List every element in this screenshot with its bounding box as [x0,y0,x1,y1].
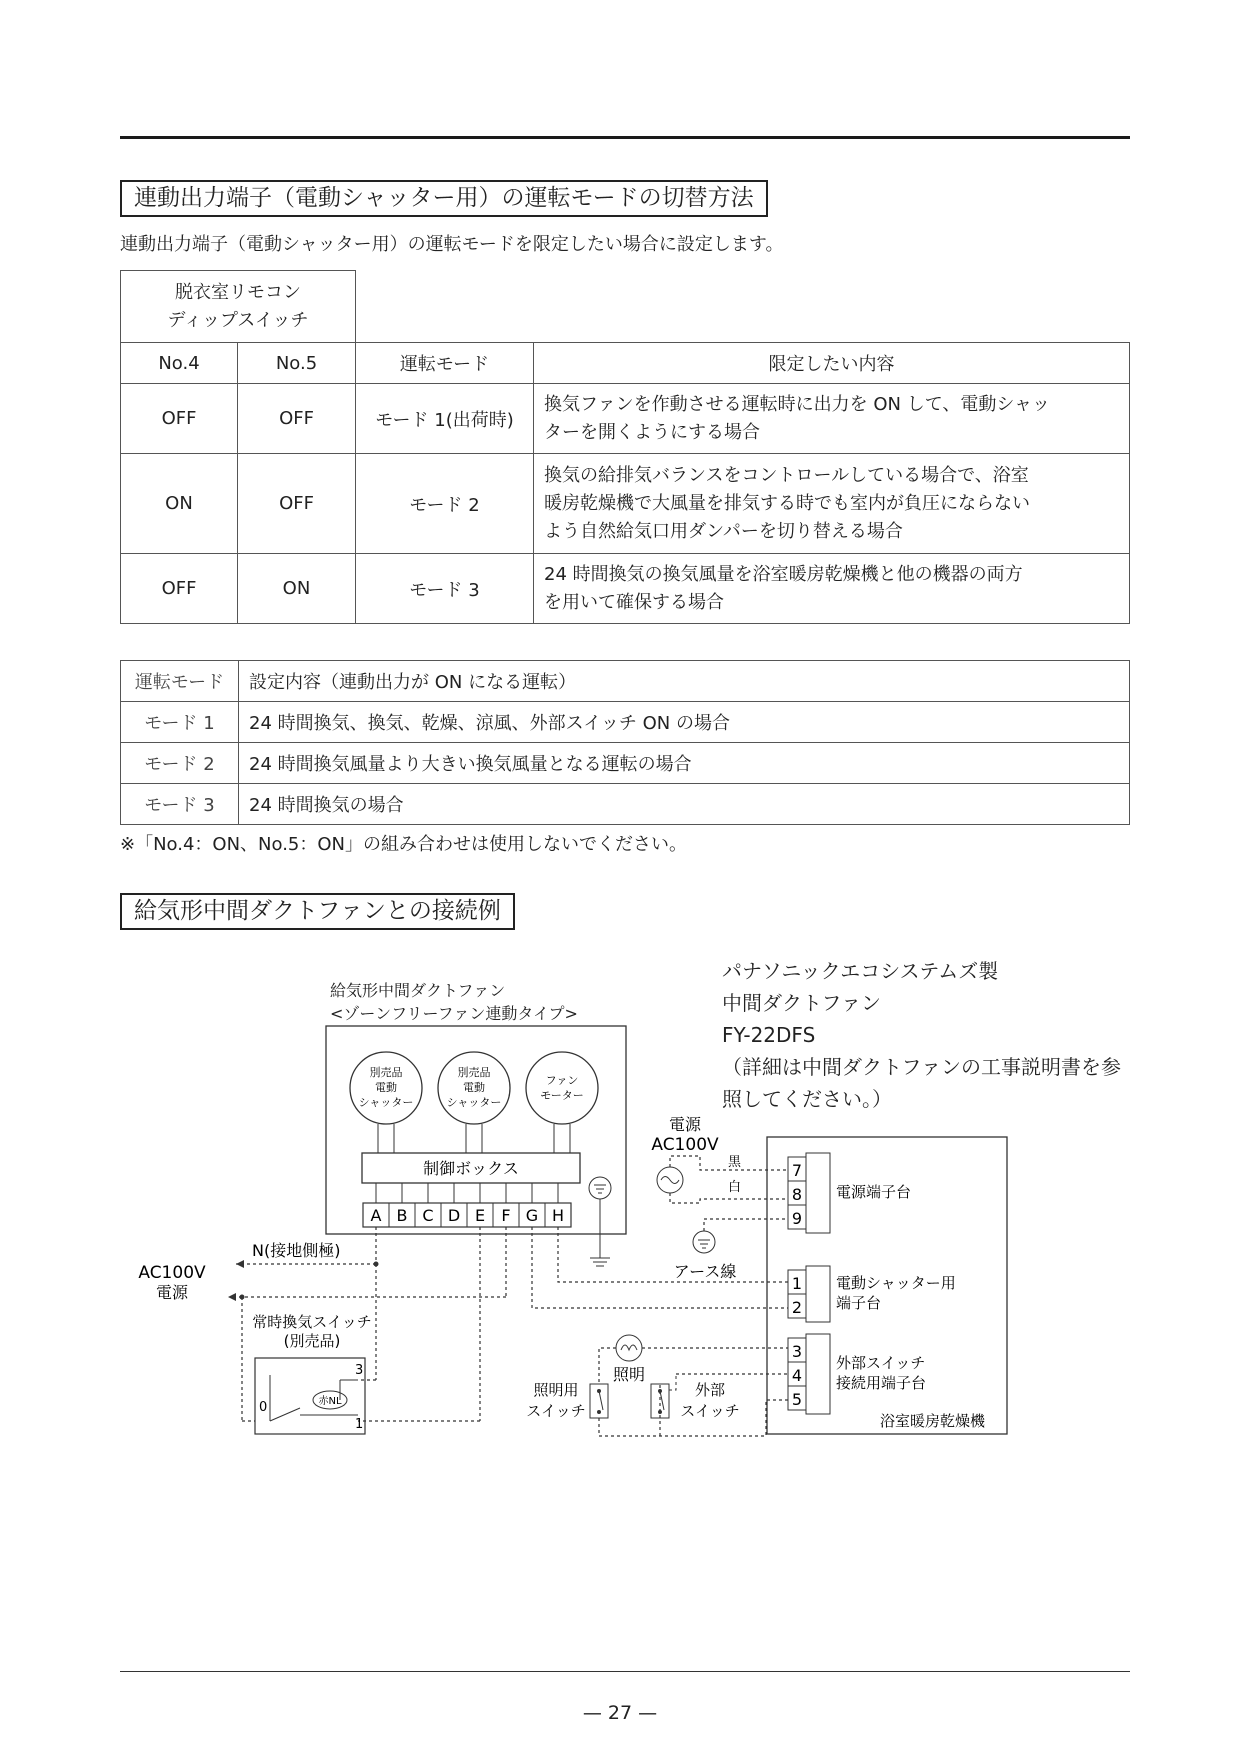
shutter-circle-1 [350,1052,422,1153]
product-line: （詳細は中間ダクトファンの工事説明書を参 [722,1055,1121,1079]
control-box-label: 制御ボックス [423,1159,519,1178]
ext-switch-label: 外部 [694,1381,726,1399]
ac-left-label: 電源 [155,1283,189,1302]
header-content: 設定内容（連動出力が ON になる運転） [239,661,1130,702]
product-line: 照してください。） [722,1087,892,1111]
circle3-line1: ファン [545,1074,579,1087]
table-row [121,784,1130,825]
cell-content: 24 時間換気、換気、乾燥、涼風、外部スイッチ ON の場合 [239,702,1130,743]
circle3-line2: モーター [540,1089,584,1102]
switch-pin-3: 3 [355,1363,364,1378]
cell-no4: ON [121,454,238,554]
page-number: — 27 — [582,1702,658,1724]
desc-line: 換気ファンを作動させる運転時に出力を ON して、電動シャッ [544,393,1050,415]
header-no5: No.5 [238,343,356,384]
ac-source-icon [657,1167,683,1193]
desc-line: を用いて確保する場合 [544,591,724,613]
light-switch-label: 照明用 [533,1381,579,1399]
block-shutter-label: 電動シャッター用 [836,1274,956,1292]
switch-label: 常時換気スイッチ [252,1313,372,1331]
section-heading-connection: 給気形中間ダクトファンとの接続例 [120,893,515,930]
circle2-line3: シャッター [446,1096,502,1109]
cell-mode: モード 3 [356,554,534,624]
terminal-label: 9 [791,1209,803,1228]
product-line: 中間ダクトファン [722,991,881,1015]
switch-pin-1: 1 [355,1417,364,1432]
desc-line: 換気の給排気バランスをコントロールしている場合で、浴室 [544,464,1029,486]
section-heading-mode-switch: 連動出力端子（電動シャッター用）の運転モードの切替方法 [120,180,768,217]
mode-content-table [120,660,1130,825]
ground-icon [589,1177,611,1266]
header-content: 限定したい内容 [534,343,1130,384]
cell-no5: OFF [238,454,356,554]
terminal-label: 1 [791,1274,803,1293]
wire-black-label: 黒 [728,1155,742,1170]
terminal-label: 5 [791,1390,803,1409]
dip-group-header-line1: 脱衣室リモコン [175,281,301,303]
dip-switch-table [120,270,1130,624]
cell-desc [534,454,1130,554]
block-shutter-label: 端子台 [836,1294,882,1312]
terminal-label: G [525,1206,539,1225]
cell-desc [534,384,1130,454]
table-row [121,384,1130,454]
table-row [121,743,1130,784]
terminal-block-shutter [788,1266,830,1322]
header-mode: 運転モード [121,661,239,702]
cell-no4: OFF [121,554,238,624]
cell-mode: モード 3 [121,784,239,825]
footnote: ※「No.4：ON、No.5：ON」の組み合わせは使用しないでください。 [120,834,688,855]
terminal-block-external [788,1334,830,1414]
cell-content: 24 時間換気の場合 [239,784,1130,825]
circle1-line1: 別売品 [369,1066,403,1079]
constant-ventilation-switch [255,1358,365,1434]
cell-no5: ON [238,554,356,624]
terminal-label: A [370,1206,382,1225]
circle2-line1: 別売品 [457,1066,491,1079]
terminal-label: D [447,1206,461,1225]
cell-mode: モード 2 [121,743,239,784]
desc-line: よう自然給気口用ダンパーを切り替える場合 [544,520,903,542]
neutral-label: N(接地側極) [252,1241,341,1260]
desc-line: ターを開くようにする場合 [544,421,760,443]
product-line: パナソニックエコシステムズ製 [722,959,999,983]
switch-lamp-label: 赤NL [318,1396,342,1407]
intro-text: 連動出力端子（電動シャッター用）の運転モードを限定したい場合に設定します。 [120,234,784,255]
terminal-label: 8 [791,1185,803,1204]
terminal-label: 3 [791,1342,803,1361]
desc-line: 暖房乾燥機で大風量を排気する時でも室内が負圧にならない [544,492,1030,514]
block-power-label: 電源端子台 [836,1183,912,1201]
bottom-rule [120,1671,1130,1672]
power-label: AC100V [651,1135,719,1155]
header-mode: 運転モード [356,343,534,384]
terminal-label: 2 [791,1298,803,1317]
block-ext-label: 接続用端子台 [836,1374,927,1392]
table-row [121,554,1130,624]
table-row [121,702,1130,743]
block-ext-label: 外部スイッチ [836,1354,926,1372]
terminal-block-power [788,1153,830,1233]
cell-no5: OFF [238,384,356,454]
fan-caption-line2: <ゾーンフリーファン連動タイプ> [330,1004,578,1023]
light-switch-label: スイッチ [526,1402,586,1420]
ext-switch-label: スイッチ [680,1402,740,1420]
terminal-label: 7 [791,1161,803,1180]
arrow-icon [236,1260,244,1268]
power-label: 電源 [668,1115,702,1134]
terminal-label: C [422,1206,434,1225]
dip-group-header [121,271,356,343]
dip-group-header-line2: ディップスイッチ [167,309,309,331]
cell-mode: モード 2 [356,454,534,554]
earth-label: アース線 [673,1262,737,1281]
switch-label: (別売品) [283,1332,341,1350]
header-no4: No.4 [121,343,238,384]
light-label: 照明 [612,1365,646,1384]
heater-name-label: 浴室暖房乾燥機 [880,1412,986,1430]
top-rule [120,136,1130,139]
shutter-circle-2 [438,1052,510,1153]
cell-mode: モード 1(出荷時) [356,384,534,454]
blank-cell [356,271,1130,343]
cell-mode: モード 1 [121,702,239,743]
desc-line: 24 時間換気の換気風量を浴室暖房乾燥機と他の機器の両方 [544,563,1023,585]
terminal-block-a-h [363,1203,571,1227]
fan-motor-circle [526,1052,598,1153]
circle2-line2: 電動 [463,1081,485,1094]
cell-content: 24 時間換気風量より大きい換気風量となる運転の場合 [239,743,1130,784]
external-switch-icon [651,1374,676,1418]
circle1-line2: 電動 [375,1081,397,1094]
ac-left-label: AC100V [138,1263,206,1283]
switch-contact-icon [270,1375,358,1421]
terminal-label: F [501,1206,511,1225]
terminal-label: H [551,1206,565,1225]
fan-caption-line1: 給気形中間ダクトファン [330,981,506,1000]
light-bulb-icon [616,1335,642,1361]
terminal-label: B [396,1206,408,1225]
wire-white-label: 白 [728,1180,742,1195]
cell-desc [534,554,1130,624]
terminal-label: E [474,1206,486,1225]
table-row [121,454,1130,554]
product-line: FY-22DFS [722,1023,816,1047]
terminal-label: 4 [791,1366,803,1385]
switch-pin-0: 0 [259,1400,268,1415]
cell-no4: OFF [121,384,238,454]
circle1-line3: シャッター [358,1096,414,1109]
arrow-icon [228,1293,236,1301]
wiring-diagram [0,900,1240,1460]
light-switch-icon [590,1384,608,1418]
earth-icon [693,1231,715,1253]
